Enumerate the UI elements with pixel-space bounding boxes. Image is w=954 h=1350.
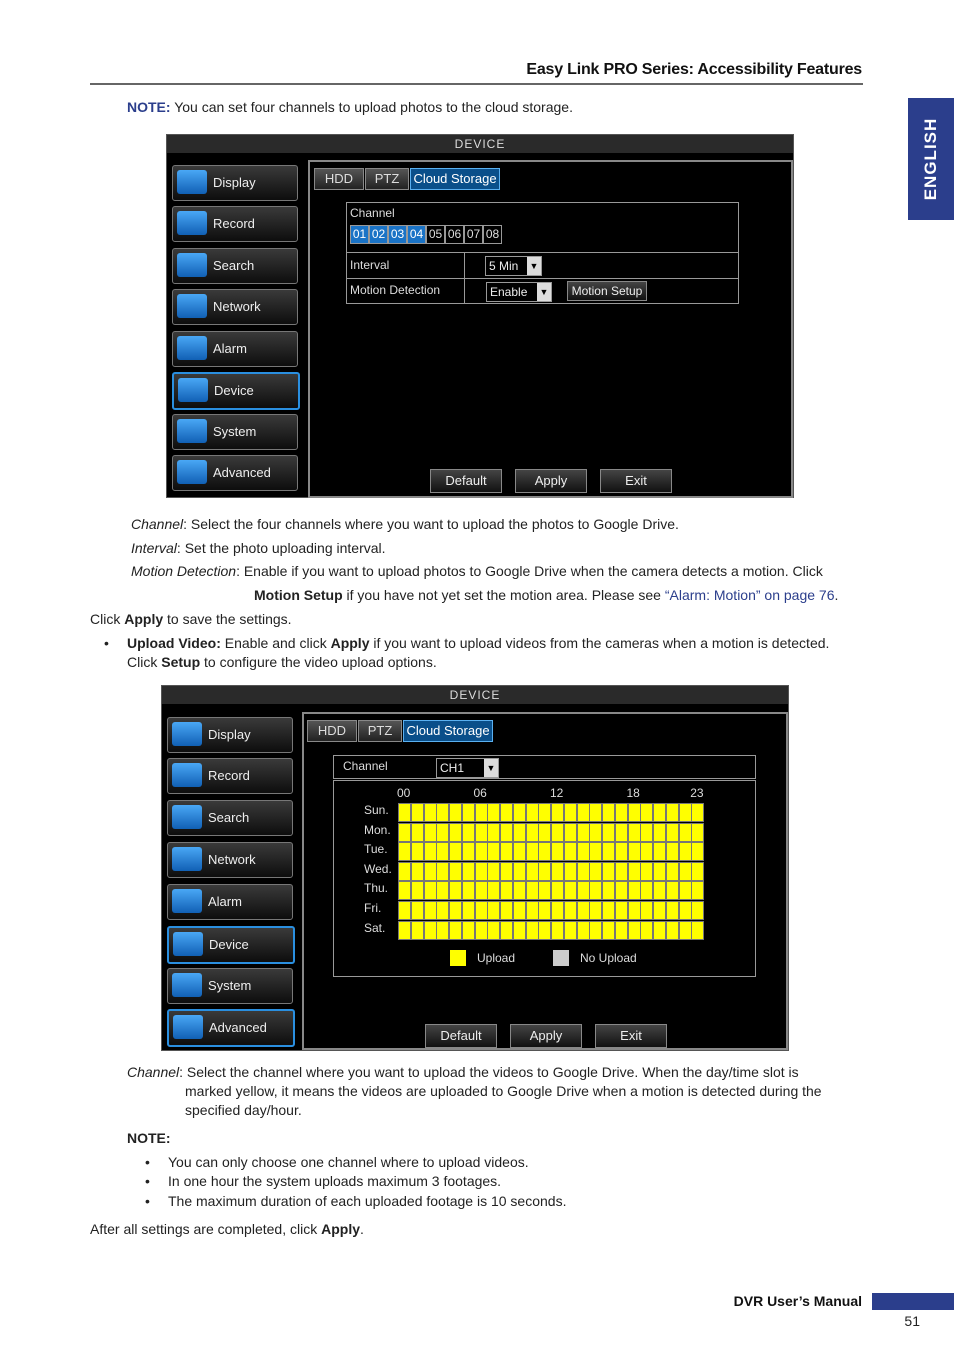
alarm-icon xyxy=(172,889,202,913)
schedule-slot[interactable] xyxy=(551,803,564,822)
schedule-slot[interactable] xyxy=(500,901,513,920)
menu-record-button[interactable]: Record xyxy=(167,758,293,794)
schedule-slot[interactable] xyxy=(691,921,704,940)
schedule-slot[interactable] xyxy=(551,881,564,900)
schedule-slot[interactable] xyxy=(436,901,449,920)
schedule-slot[interactable] xyxy=(411,921,424,940)
schedule-slot[interactable] xyxy=(487,901,500,920)
schedule-slot[interactable] xyxy=(564,921,577,940)
schedule-slot[interactable] xyxy=(577,842,590,861)
wrench-icon xyxy=(177,460,207,484)
schedule-slot[interactable] xyxy=(551,842,564,861)
tab-hdd[interactable]: HDD xyxy=(314,168,364,190)
apply-button[interactable]: Apply xyxy=(510,1024,582,1048)
bullet-icon: • xyxy=(104,635,109,651)
menu-search-button[interactable]: Search xyxy=(172,248,298,284)
schedule-slot[interactable] xyxy=(653,823,666,842)
interval-select[interactable]: 5 Min ▼ xyxy=(485,256,542,276)
schedule-slot[interactable] xyxy=(602,881,615,900)
language-tab-label: ENGLISH xyxy=(921,117,940,201)
apply-button[interactable]: Apply xyxy=(515,469,587,493)
schedule-slot[interactable] xyxy=(436,862,449,881)
schedule-slot[interactable] xyxy=(475,901,488,920)
schedule-slot[interactable] xyxy=(424,842,437,861)
tab-cloud-storage[interactable]: Cloud Storage xyxy=(403,720,493,742)
schedule-slot[interactable] xyxy=(500,842,513,861)
page-number: 51 xyxy=(904,1313,920,1329)
tab-ptz[interactable]: PTZ xyxy=(358,720,402,742)
schedule-slot[interactable] xyxy=(615,881,628,900)
schedule-slot[interactable] xyxy=(615,862,628,881)
schedule-slot[interactable] xyxy=(551,901,564,920)
record-icon xyxy=(177,211,207,235)
schedule-slot[interactable] xyxy=(628,842,641,861)
schedule-slot[interactable] xyxy=(691,803,704,822)
bullet-icon: • xyxy=(145,1193,150,1209)
schedule-slot[interactable] xyxy=(436,803,449,822)
device-icon xyxy=(173,932,203,956)
exit-button[interactable]: Exit xyxy=(595,1024,667,1048)
schedule-slot[interactable] xyxy=(577,881,590,900)
schedule-slot[interactable] xyxy=(475,862,488,881)
schedule-slot[interactable] xyxy=(538,881,551,900)
header-divider xyxy=(90,83,863,85)
menu-display-button[interactable]: Display xyxy=(167,717,293,753)
schedule-slot[interactable] xyxy=(526,823,539,842)
day-label: Thu. xyxy=(364,881,389,896)
schedule-slot[interactable] xyxy=(500,803,513,822)
schedule-slot[interactable] xyxy=(691,842,704,861)
schedule-slot[interactable] xyxy=(449,862,462,881)
schedule-slot[interactable] xyxy=(449,901,462,920)
channel-label: Channel xyxy=(343,759,388,773)
schedule-slot[interactable] xyxy=(462,921,475,940)
schedule-slot[interactable] xyxy=(462,881,475,900)
schedule-slot[interactable] xyxy=(640,862,653,881)
menu-device-button[interactable]: Device xyxy=(167,926,295,964)
menu-network-button[interactable]: Network xyxy=(172,289,298,325)
wrench-icon xyxy=(173,1015,203,1039)
exit-button[interactable]: Exit xyxy=(600,469,672,493)
schedule-slot[interactable] xyxy=(640,842,653,861)
schedule-slot[interactable] xyxy=(640,823,653,842)
schedule-slot[interactable] xyxy=(666,881,679,900)
hour-label: 00 xyxy=(397,786,411,800)
schedule-slot[interactable] xyxy=(436,921,449,940)
schedule-slot[interactable] xyxy=(679,881,692,900)
settings-panel xyxy=(302,712,788,1050)
schedule-slot[interactable] xyxy=(615,823,628,842)
schedule-slot[interactable] xyxy=(589,823,602,842)
upload-legend-label: Upload xyxy=(477,951,516,965)
upload-legend-swatch xyxy=(450,950,466,966)
schedule-slot[interactable] xyxy=(513,842,526,861)
display-icon xyxy=(177,170,207,194)
schedule-slot[interactable] xyxy=(640,901,653,920)
schedule-slot[interactable] xyxy=(526,842,539,861)
schedule-area xyxy=(333,780,756,977)
schedule-slot[interactable] xyxy=(577,862,590,881)
schedule-slot[interactable] xyxy=(398,901,411,920)
note-label: NOTE: xyxy=(127,1130,171,1146)
schedule-slot[interactable] xyxy=(602,803,615,822)
schedule-slot[interactable] xyxy=(653,921,666,940)
schedule-slot[interactable] xyxy=(487,803,500,822)
tab-hdd[interactable]: HDD xyxy=(307,720,357,742)
schedule-slot[interactable] xyxy=(411,862,424,881)
schedule-slot[interactable] xyxy=(424,901,437,920)
note-paragraph xyxy=(127,98,573,117)
channel-section xyxy=(346,202,739,253)
dvr-screen-photo-settings xyxy=(166,134,794,498)
schedule-slot[interactable] xyxy=(475,881,488,900)
schedule-slot[interactable] xyxy=(628,803,641,822)
dvr-title: DEVICE xyxy=(167,135,793,153)
motion-detection-select[interactable]: Enable ▼ xyxy=(486,282,552,302)
tab-cloud-storage[interactable]: Cloud Storage xyxy=(410,168,500,190)
menu-system-button[interactable]: System xyxy=(167,968,293,1004)
day-label: Tue. xyxy=(364,842,388,857)
schedule-slot[interactable] xyxy=(462,862,475,881)
schedule-slot[interactable] xyxy=(449,823,462,842)
schedule-slot[interactable] xyxy=(449,842,462,861)
schedule-slot[interactable] xyxy=(411,823,424,842)
schedule-slot[interactable] xyxy=(538,901,551,920)
schedule-slot[interactable] xyxy=(653,803,666,822)
schedule-slot[interactable] xyxy=(551,921,564,940)
schedule-slot[interactable] xyxy=(615,921,628,940)
schedule-slot[interactable] xyxy=(577,823,590,842)
note-item: The maximum duration of each uploaded footage is 10 seconds. xyxy=(168,1193,567,1209)
schedule-slot[interactable] xyxy=(628,881,641,900)
schedule-slot[interactable] xyxy=(589,862,602,881)
schedule-slot[interactable] xyxy=(589,881,602,900)
menu-advanced-button[interactable]: Advanced xyxy=(172,455,298,491)
schedule-slot[interactable] xyxy=(577,803,590,822)
bullet-icon: • xyxy=(145,1173,150,1189)
schedule-slot[interactable] xyxy=(615,803,628,822)
schedule-slot[interactable] xyxy=(526,921,539,940)
motion-detection-label: Motion Detection xyxy=(350,283,441,297)
schedule-slot[interactable] xyxy=(487,862,500,881)
schedule-slot[interactable] xyxy=(589,901,602,920)
schedule-slot[interactable] xyxy=(538,842,551,861)
interval-description: Interval: Set the photo uploading interval. xyxy=(131,540,386,556)
channel-select[interactable]: CH1 ▼ xyxy=(436,758,499,778)
menu-network-button[interactable]: Network xyxy=(167,842,293,878)
menu-alarm-button[interactable]: Alarm xyxy=(167,884,293,920)
schedule-slot[interactable] xyxy=(589,803,602,822)
display-icon xyxy=(172,722,202,746)
schedule-slot[interactable] xyxy=(487,921,500,940)
schedule-slot[interactable] xyxy=(462,901,475,920)
schedule-slot[interactable] xyxy=(424,823,437,842)
schedule-slot[interactable] xyxy=(666,901,679,920)
schedule-slot[interactable] xyxy=(424,803,437,822)
channel-04[interactable]: 04 xyxy=(407,225,426,244)
tab-ptz[interactable]: PTZ xyxy=(365,168,409,190)
alarm-motion-link[interactable]: “Alarm: Motion” on page 76 xyxy=(664,587,835,603)
schedule-slot[interactable] xyxy=(564,901,577,920)
motion-detection-row xyxy=(346,278,739,304)
note-item: You can only choose one channel where to upload videos. xyxy=(168,1154,529,1170)
schedule-slot[interactable] xyxy=(653,901,666,920)
schedule-slot[interactable] xyxy=(602,842,615,861)
day-label: Wed. xyxy=(364,861,392,876)
hour-label: 06 xyxy=(473,786,487,800)
schedule-slot[interactable] xyxy=(679,862,692,881)
schedule-slot[interactable] xyxy=(577,901,590,920)
motion-description-cont: Motion Setup if you have not yet set the motion area. Please see “Alarm: Motion” on page 76. xyxy=(254,587,839,603)
schedule-slot[interactable] xyxy=(398,921,411,940)
schedule-slot[interactable] xyxy=(653,881,666,900)
upload-video-text: Upload Video: Enable and click Apply if you want to upload videos from the cameras when a motion is detected. xyxy=(127,635,830,651)
schedule-slot[interactable] xyxy=(679,901,692,920)
motion-description: Motion Detection: Enable if you want to upload photos to Google Drive when the camera detects a motion. Click xyxy=(131,563,823,579)
schedule-slot[interactable] xyxy=(411,881,424,900)
schedule-slot[interactable] xyxy=(666,862,679,881)
chevron-down-icon: ▼ xyxy=(484,759,498,777)
schedule-slot[interactable] xyxy=(628,901,641,920)
schedule-slot[interactable] xyxy=(487,823,500,842)
upload-video-text-cont: Click Setup to configure the video upload options. xyxy=(127,654,437,670)
schedule-slot[interactable] xyxy=(500,862,513,881)
alarm-icon xyxy=(177,336,207,360)
schedule-slot[interactable] xyxy=(475,823,488,842)
day-label: Sat. xyxy=(364,920,386,935)
schedule-slot[interactable] xyxy=(513,862,526,881)
schedule-slot[interactable] xyxy=(424,862,437,881)
menu-alarm-button[interactable]: Alarm xyxy=(172,331,298,367)
schedule-slot[interactable] xyxy=(615,842,628,861)
channel-02[interactable]: 02 xyxy=(369,225,388,244)
chevron-down-icon: ▼ xyxy=(527,257,541,275)
schedule-slot[interactable] xyxy=(526,881,539,900)
channel-row xyxy=(333,755,756,779)
no-upload-legend-swatch xyxy=(553,950,569,966)
schedule-slot[interactable] xyxy=(666,803,679,822)
schedule-slot[interactable] xyxy=(475,803,488,822)
schedule-slot[interactable] xyxy=(436,823,449,842)
schedule-slot[interactable] xyxy=(475,921,488,940)
schedule-slot[interactable] xyxy=(398,823,411,842)
schedule-slot[interactable] xyxy=(500,823,513,842)
schedule-slot[interactable] xyxy=(436,842,449,861)
footer-bar xyxy=(872,1293,954,1310)
menu-record-button[interactable]: Record xyxy=(172,206,298,242)
schedule-slot[interactable] xyxy=(628,823,641,842)
schedule-slot[interactable] xyxy=(666,823,679,842)
hour-label: 12 xyxy=(550,786,564,800)
menu-search-button[interactable]: Search xyxy=(167,800,293,836)
schedule-slot[interactable] xyxy=(538,823,551,842)
channel-05[interactable]: 05 xyxy=(426,225,445,244)
device-icon xyxy=(178,378,208,402)
gear-icon xyxy=(172,973,202,997)
schedule-slot[interactable] xyxy=(640,921,653,940)
schedule-slot[interactable] xyxy=(462,803,475,822)
schedule-slot[interactable] xyxy=(526,803,539,822)
schedule-slot[interactable] xyxy=(487,842,500,861)
video-channel-description-cont2: specified day/hour. xyxy=(185,1102,302,1118)
schedule-slot[interactable] xyxy=(398,803,411,822)
schedule-slot[interactable] xyxy=(679,823,692,842)
schedule-slot[interactable] xyxy=(538,921,551,940)
schedule-slot[interactable] xyxy=(424,881,437,900)
schedule-slot[interactable] xyxy=(564,803,577,822)
schedule-slot[interactable] xyxy=(398,862,411,881)
schedule-slot[interactable] xyxy=(513,823,526,842)
schedule-slot[interactable] xyxy=(449,803,462,822)
schedule-slot[interactable] xyxy=(691,823,704,842)
schedule-slot[interactable] xyxy=(602,901,615,920)
note-text: You can set four channels to upload photos to the cloud storage. xyxy=(170,99,573,115)
channel-01[interactable]: 01 xyxy=(350,225,369,244)
schedule-slot[interactable] xyxy=(628,921,641,940)
hour-label: 23 xyxy=(690,786,704,800)
schedule-slot[interactable] xyxy=(679,921,692,940)
record-icon xyxy=(172,763,202,787)
schedule-slot[interactable] xyxy=(653,862,666,881)
schedule-slot[interactable] xyxy=(666,921,679,940)
hour-label: 18 xyxy=(626,786,640,800)
schedule-slot[interactable] xyxy=(538,803,551,822)
schedule-slot[interactable] xyxy=(666,842,679,861)
schedule-slot[interactable] xyxy=(449,881,462,900)
menu-system-button[interactable]: System xyxy=(172,414,298,450)
schedule-slot[interactable] xyxy=(551,823,564,842)
day-label: Mon. xyxy=(364,822,391,837)
channel-checkboxes xyxy=(350,225,510,245)
schedule-slot[interactable] xyxy=(513,921,526,940)
schedule-slot[interactable] xyxy=(475,842,488,861)
channel-description: Channel: Select the four channels where you want to upload the photos to Google Drive. xyxy=(131,516,679,532)
schedule-slot[interactable] xyxy=(436,881,449,900)
page-header-title: Easy Link PRO Series: Accessibility Features xyxy=(526,61,862,78)
schedule-slot[interactable] xyxy=(538,862,551,881)
schedule-slot[interactable] xyxy=(691,862,704,881)
schedule-slot[interactable] xyxy=(564,823,577,842)
interval-label: Interval xyxy=(350,258,390,272)
default-button[interactable]: Default xyxy=(425,1024,497,1048)
schedule-slot[interactable] xyxy=(653,842,666,861)
schedule-slot[interactable] xyxy=(513,881,526,900)
schedule-slot[interactable] xyxy=(513,901,526,920)
dvr-title: DEVICE xyxy=(162,686,788,704)
click-apply-text: Click Apply to save the settings. xyxy=(90,611,292,627)
language-tab xyxy=(908,98,954,220)
schedule-slot[interactable] xyxy=(602,862,615,881)
chevron-down-icon: ▼ xyxy=(537,283,551,301)
schedule-slot[interactable] xyxy=(615,901,628,920)
bullet-icon: • xyxy=(145,1154,150,1170)
schedule-slot[interactable] xyxy=(526,901,539,920)
schedule-slot[interactable] xyxy=(462,823,475,842)
menu-device-button[interactable]: Device xyxy=(172,372,300,410)
schedule-slot[interactable] xyxy=(564,862,577,881)
schedule-slot[interactable] xyxy=(462,842,475,861)
interval-row xyxy=(346,252,739,279)
day-label: Fri. xyxy=(364,901,382,915)
channel-03[interactable]: 03 xyxy=(388,225,407,244)
schedule-slot[interactable] xyxy=(526,862,539,881)
network-icon xyxy=(177,294,207,318)
schedule-slot[interactable] xyxy=(411,842,424,861)
schedule-slot[interactable] xyxy=(691,881,704,900)
schedule-slot[interactable] xyxy=(640,881,653,900)
schedule-slot[interactable] xyxy=(628,862,641,881)
search-icon xyxy=(172,805,202,829)
video-channel-description: Channel: Select the channel where you want to upload the videos to Google Drive. When the day/time slot is xyxy=(127,1064,799,1080)
search-icon xyxy=(177,253,207,277)
note-label: NOTE: xyxy=(127,99,171,115)
channel-07[interactable]: 07 xyxy=(464,225,483,244)
schedule-slot[interactable] xyxy=(411,901,424,920)
schedule-slot[interactable] xyxy=(679,803,692,822)
schedule-slot[interactable] xyxy=(398,881,411,900)
schedule-slot[interactable] xyxy=(691,901,704,920)
day-label: Sun. xyxy=(364,803,389,817)
footer-title: DVR User’s Manual xyxy=(733,1293,862,1309)
schedule-slot[interactable] xyxy=(551,862,564,881)
schedule-slot[interactable] xyxy=(398,842,411,861)
schedule-slot[interactable] xyxy=(487,881,500,900)
video-channel-description-cont: marked yellow, it means the videos are uploaded to Google Drive when a motion is detected during the xyxy=(185,1083,822,1099)
schedule-slot[interactable] xyxy=(500,921,513,940)
schedule-slot[interactable] xyxy=(577,921,590,940)
channel-label: Channel xyxy=(350,206,395,220)
final-instruction: After all settings are completed, click Apply. xyxy=(90,1221,364,1237)
channel-06[interactable]: 06 xyxy=(445,225,464,244)
note-item: In one hour the system uploads maximum 3 footages. xyxy=(168,1173,502,1189)
schedule-slot[interactable] xyxy=(589,842,602,861)
schedule-slot[interactable] xyxy=(411,803,424,822)
no-upload-legend-label: No Upload xyxy=(580,951,637,965)
schedule-slot[interactable] xyxy=(589,921,602,940)
schedule-slot[interactable] xyxy=(640,803,653,822)
motion-setup-button[interactable]: Motion Setup xyxy=(567,281,647,301)
menu-advanced-button[interactable]: Advanced xyxy=(167,1009,295,1047)
schedule-slot[interactable] xyxy=(500,881,513,900)
row-divider xyxy=(464,253,465,278)
schedule-slot[interactable] xyxy=(602,823,615,842)
network-icon xyxy=(172,847,202,871)
schedule-slot[interactable] xyxy=(424,921,437,940)
settings-panel xyxy=(308,160,793,498)
schedule-slot[interactable] xyxy=(602,921,615,940)
row-divider xyxy=(464,279,465,303)
gear-icon xyxy=(177,419,207,443)
schedule-slot[interactable] xyxy=(564,842,577,861)
dvr-screen-video-schedule xyxy=(161,685,789,1051)
default-button[interactable]: Default xyxy=(430,469,502,493)
menu-display-button[interactable]: Display xyxy=(172,165,298,201)
schedule-slot[interactable] xyxy=(564,881,577,900)
schedule-slot[interactable] xyxy=(679,842,692,861)
channel-08[interactable]: 08 xyxy=(483,225,502,244)
schedule-slot[interactable] xyxy=(513,803,526,822)
schedule-slot[interactable] xyxy=(449,921,462,940)
